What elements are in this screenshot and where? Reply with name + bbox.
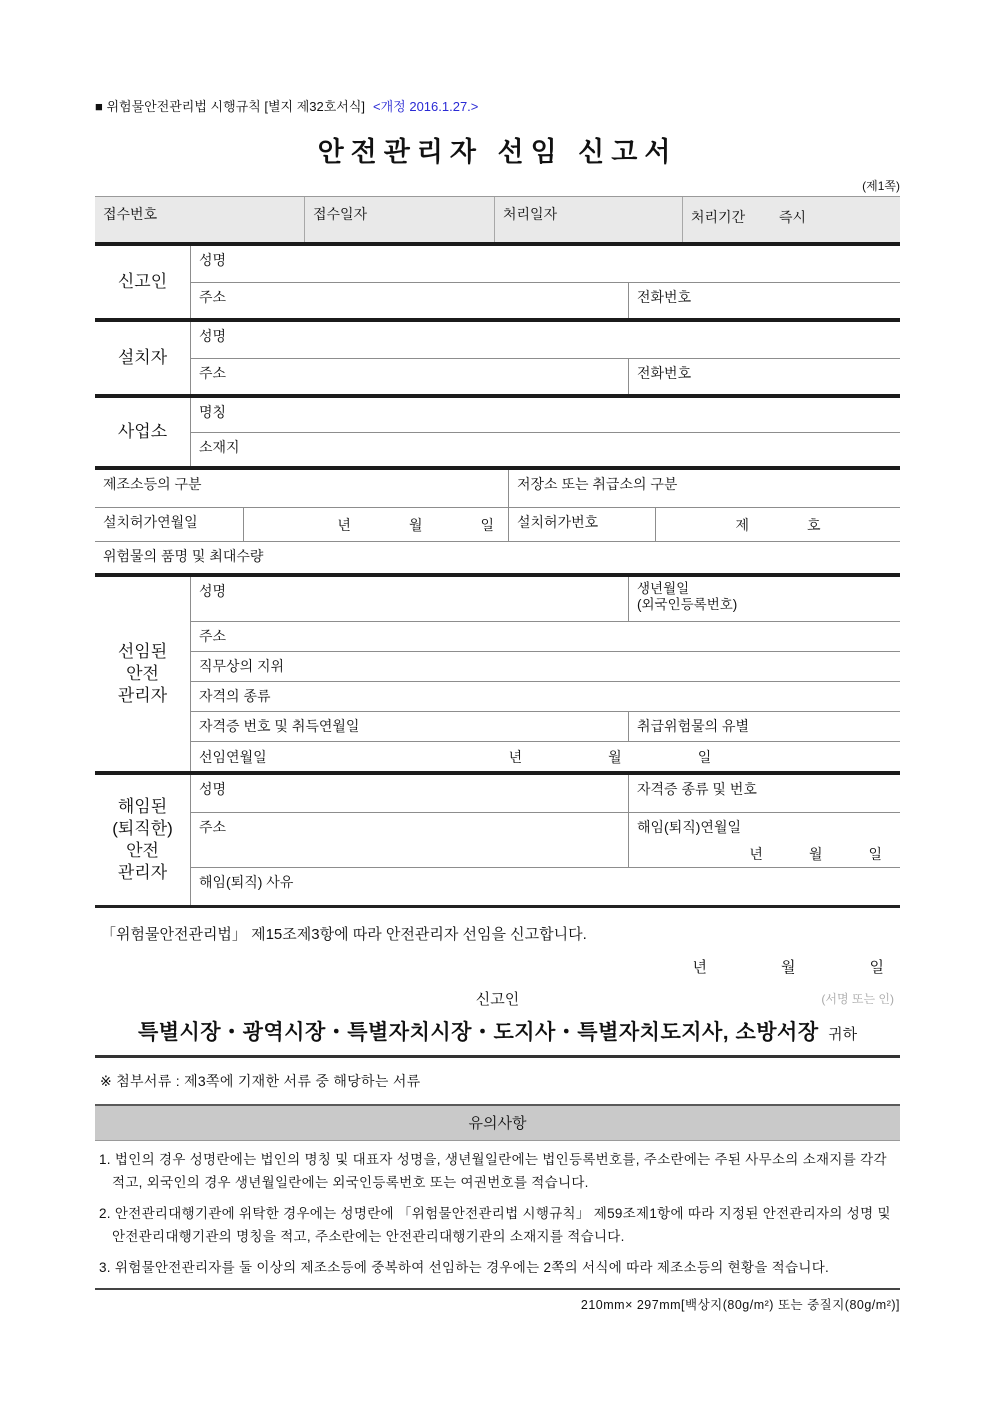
installer-section (95, 322, 900, 394)
year-label: 년 (508, 748, 523, 765)
legal-reference-text: ■ 위험물안전관리법 시행규칙 [별지 제32호서식] (95, 99, 366, 114)
reporter-address-label: 주소 (199, 289, 227, 305)
appointment-date-label: 선임연월일 (199, 748, 267, 765)
appointment-date-row (191, 742, 900, 771)
dismissed-address-label: 주소 (199, 819, 227, 835)
reporter-section (95, 246, 900, 318)
dismissed-label-line: 안전 (126, 841, 159, 860)
addressee-line (95, 1016, 900, 1046)
permit-date-ymd (243, 508, 508, 541)
appointed-address-label: 주소 (199, 628, 227, 644)
installer-section-label: 설치자 (117, 347, 168, 367)
appointed-license-type-label: 자격의 종류 (199, 688, 271, 704)
month-label: 월 (408, 516, 423, 533)
section-end-rule (95, 905, 900, 908)
receipt-date-label: 접수일자 (305, 197, 495, 242)
birth-label-line: 생년월일 (637, 581, 690, 596)
installer-address-label: 주소 (199, 365, 227, 381)
appointed-hazmat-class-label: 취급위험물의 유별 (628, 712, 900, 741)
notice-title-bar: 유의사항 (95, 1104, 900, 1141)
month-label: 월 (781, 959, 796, 976)
permit-number-label: 설치허가번호 (508, 508, 655, 541)
dismissed-label-line: 해임된 (117, 796, 168, 816)
declaration-signature-row (95, 988, 900, 1008)
appointed-name-label: 성명 (199, 583, 227, 599)
business-section (95, 398, 900, 466)
process-date-label: 처리일자 (495, 197, 683, 242)
manufactory-category-label: 제조소등의 구분 (103, 476, 202, 492)
year-label: 년 (692, 959, 707, 976)
permit-prefix: 제 (735, 516, 749, 533)
notice-item-2: 2. 안전관리대행기관에 위탁한 경우에는 성명란에 「위험물안전관리법 시행규칙」 제59조제1항에 따라 지정된 안전관리자의 성명 및 안전관리대행기관의 명칭을 적고, 주소란에는 안전관리대행기관의 소재지를 적습니다. (99, 1205, 891, 1244)
dismissal-reason-label: 해임(퇴직) 사유 (199, 874, 294, 890)
day-label: 일 (869, 959, 884, 976)
month-label: 월 (808, 846, 823, 862)
business-location-label: 소재지 (199, 439, 240, 455)
dismissed-label-line: 관리자 (117, 863, 168, 883)
hazmat-name-quantity-label: 위험물의 품명 및 최대수량 (103, 548, 264, 564)
declaration-text: 「위험물안전관리법」 제15조제3항에 따라 안전관리자 선임을 신고합니다. (101, 926, 587, 943)
appointed-birth-label (628, 577, 900, 621)
addressee-titles: 특별시장・광역시장・특별자치시장・도지사・특별자치도지사, 소방서장 (137, 1021, 819, 1044)
form-content (95, 96, 900, 1313)
bottom-rule (95, 1055, 900, 1058)
day-label: 일 (480, 516, 494, 533)
reporter-name-label: 성명 (199, 252, 227, 268)
permit-number-value (655, 508, 900, 541)
notice-item-3: 3. 위험물안전관리자를 둘 이상의 제조소등에 중복하여 선임하는 경우에는 2쪽의 서식에 따라 제조소등의 현황을 적습니다. (99, 1259, 830, 1275)
dismissal-date-ymd (637, 844, 892, 864)
revision-date: <개정 2016.1.27.> (373, 99, 479, 114)
installer-name-label: 성명 (199, 328, 227, 344)
dismissed-manager-section (95, 775, 900, 905)
declarant-label: 신고인 (475, 991, 520, 1008)
installer-phone-label: 전화번호 (628, 359, 900, 394)
reporter-section-label: 신고인 (117, 271, 168, 291)
form-title: 안전관리자 선임 신고서 (317, 137, 678, 167)
dismissed-name-label: 성명 (199, 781, 227, 797)
appointed-license-no-label: 자격증 번호 및 취득연월일 (199, 718, 360, 734)
paper-spec-note: 210mm× 297mm[백상지(80g/m²) 또는 중질지(80g/m²)] (580, 1297, 900, 1312)
footer-rule (95, 1288, 900, 1290)
notice-item-1: 1. 법인의 경우 성명란에는 법인의 명칭 및 대표자 성명을, 생년월일란에는 법인등록번호를, 주소란에는 주된 사무소의 소재지를 각각 적고, 외국인의 경우 생년월일란에는 외국인등록번호 또는 여권번호를 적습니다. (99, 1152, 887, 1190)
process-period-label: 처리기간 (691, 209, 746, 225)
dismissal-date-cell (628, 813, 900, 867)
appointed-label-line: 선임된 (117, 641, 168, 661)
process-period-cell (683, 197, 900, 242)
day-label: 일 (868, 846, 882, 862)
legal-reference (95, 96, 900, 115)
meta-header-row (95, 196, 900, 242)
dismissed-label-line: (퇴직한) (112, 818, 173, 838)
appointed-label-line: 관리자 (117, 686, 168, 706)
month-label: 월 (608, 748, 622, 765)
appointed-manager-section-label (95, 577, 190, 771)
attachment-note: ※ 첨부서류 : 제3쪽에 기재한 서류 중 해당하는 서류 (100, 1073, 421, 1089)
dismissal-date-label: 해임(퇴직)연월일 (637, 819, 741, 835)
permit-suffix: 호 (807, 516, 821, 533)
appointed-label-line: 안전 (126, 663, 159, 683)
signature-note: (서명 또는 인) (821, 992, 894, 1006)
year-label: 년 (749, 846, 763, 862)
day-label: 일 (697, 748, 712, 765)
birth-sub-label-line: (외국인등록번호) (637, 597, 738, 613)
year-label: 년 (337, 516, 351, 533)
storage-category-label: 저장소 또는 취급소의 구분 (508, 470, 900, 507)
page-number: (제1쪽) (862, 179, 900, 193)
dismissed-manager-section-label (95, 775, 190, 905)
category-block (95, 470, 900, 573)
process-period-value: 즉시 (779, 209, 807, 225)
appointed-position-label: 직무상의 지위 (199, 658, 285, 674)
reporter-phone-label: 전화번호 (628, 283, 900, 318)
appointed-manager-section (95, 577, 900, 771)
declaration-date (95, 956, 900, 977)
business-section-label: 사업소 (117, 421, 168, 441)
permit-date-label: 설치허가연월일 (103, 514, 198, 530)
addressee-suffix: 귀하 (828, 1026, 858, 1043)
receipt-number-label: 접수번호 (95, 197, 305, 242)
dismissed-license-label: 자격증 종류 및 번호 (628, 775, 900, 812)
notice-items (95, 1149, 900, 1280)
business-name-label: 명칭 (199, 404, 227, 420)
